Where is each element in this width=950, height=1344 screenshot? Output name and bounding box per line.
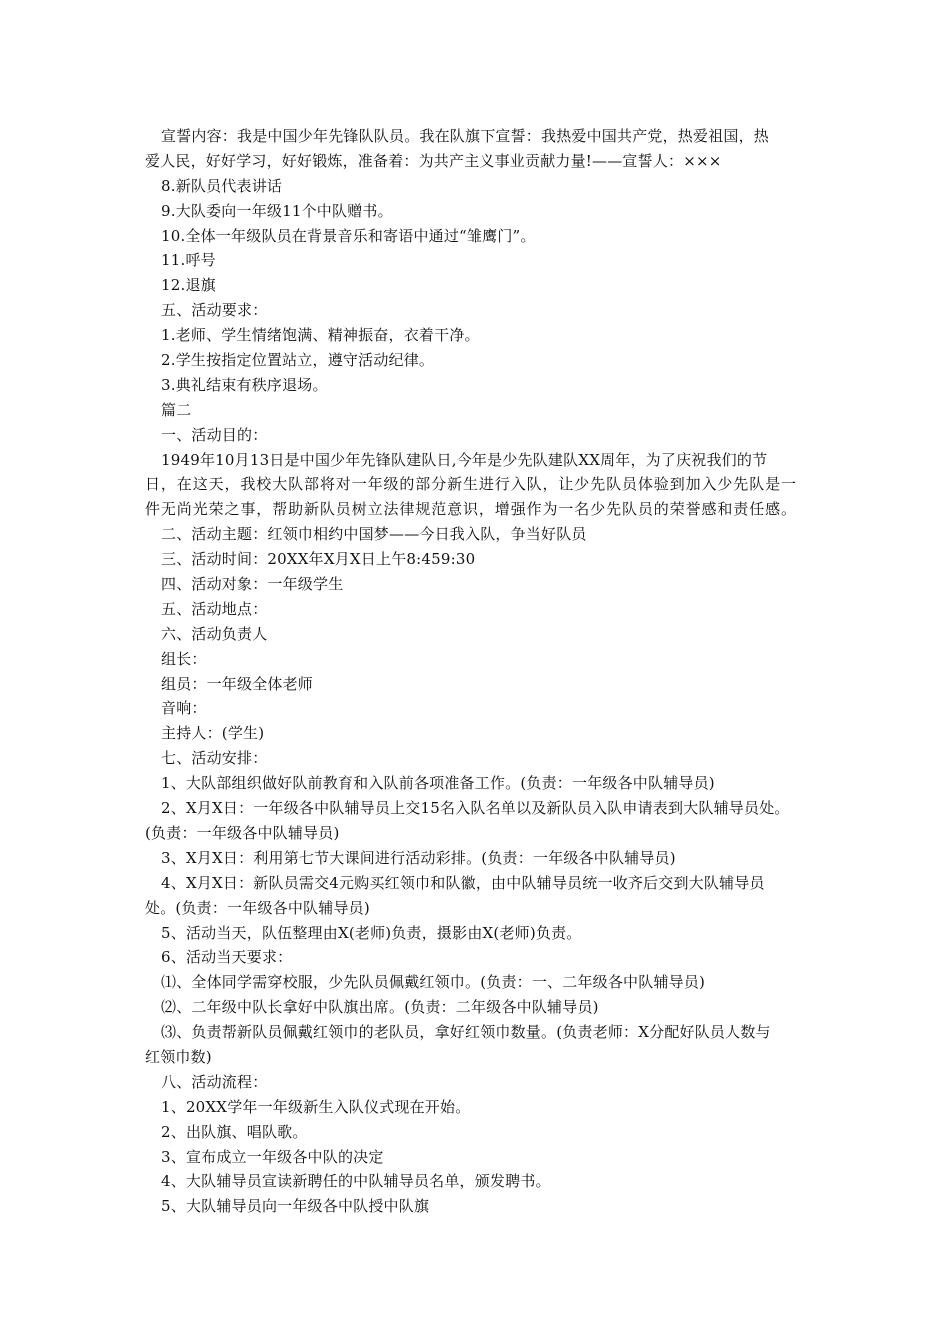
text-line: 4、X月X日：新队员需交4元购买红领巾和队徽，由中队辅导员统一收齐后交到大队辅导员 [161,873,765,892]
text-line: (负责：一年级各中队辅导员) [145,823,340,842]
text-line: 1、20XX学年一年级新生入队仪式现在开始。 [161,1097,471,1116]
text-line: 爱人民，好好学习，好好锻炼，准备着：为共产主义事业贡献力量!——宣誓人：××× [145,151,722,170]
document-page [145,124,825,1219]
text-line: 1949年10月13日是中国少年先锋队建队日,今年是少先队建队XX周年，为了庆祝我们的节 [161,450,768,469]
text-line: ⑶、负责帮新队员佩戴红领巾的老队员，拿好红领巾数量。(负责老师：X分配好队员人数与 [161,1023,771,1042]
text-line: 4、大队辅导员宣读新聘任的中队辅导员名单，颁发聘书。 [161,1172,551,1191]
section-heading: 七、活动安排： [161,749,268,768]
text-line: 处。(负责：一年级各中队辅导员) [145,898,370,917]
text-line: 3.典礼结束有秩序退场。 [161,375,328,394]
part-heading: 篇二 [161,400,192,419]
text-line: 红领巾数) [145,1047,212,1066]
text-line: ⑴、全体同学需穿校服，少先队员佩戴红领巾。(负责：一、二年级各中队辅导员) [161,973,706,992]
text-line: 组员：一年级全体老师 [161,674,314,693]
text-line: 11.呼号 [161,251,216,270]
text-line: 9.大队委向一年级11个中队赠书。 [161,201,393,220]
text-line: 2、X月X日：一年级各中队辅导员上交15名入队名单以及新队员入队申请表到大队辅导员处。 [161,799,790,818]
text-line: 3、宣布成立一年级各中队的决定 [161,1147,384,1166]
text-line: 宣誓内容：我是中国少年先锋队队员。我在队旗下宣誓：我热爱中国共产党，热爱祖国，热 [161,127,770,145]
text-line: 8.新队员代表讲话 [161,176,283,195]
text-line: 10.全体一年级队员在背景音乐和寄语中通过“雏鹰门”。 [161,226,536,245]
text-line: 2.学生按指定位置站立，遵守活动纪律。 [161,351,435,370]
text-line: 1.老师、学生情绪饱满、精神振奋，衣着干净。 [161,326,480,345]
section-heading: 八、活动流程： [161,1072,268,1091]
text-line: 3、X月X日：利用第七节大课间进行活动彩排。(负责：一年级各中队辅导员) [161,848,676,867]
text-line: 5、大队辅导员向一年级各中队授中队旗 [161,1197,430,1216]
section-heading: 五、活动地点： [161,599,268,618]
text-line: 12.退旗 [161,276,216,295]
text-line: 1、大队部组织做好队前教育和入队前各项准备工作。(负责：一年级各中队辅导员) [161,774,715,793]
text-line: 5、活动当天，队伍整理由X(老师)负责，摄影由X(老师)负责。 [161,923,582,942]
section-heading: 六、活动负责人 [161,624,268,643]
section-heading: 五、活动要求： [161,301,268,320]
text-line: 日，在这天，我校大队部将对一年级的部分新生进行入队，让少先队员体验到加入少先队是一 [145,475,797,494]
text-line: 6、活动当天要求： [161,948,293,967]
section-heading: 二、活动主题：红领巾相约中国梦——今日我入队，争当好队员 [161,525,587,544]
section-heading: 三、活动时间：20XX年X月X日上午8:459:30 [161,550,476,569]
text-line: 件无尚光荣之事，帮助新队员树立法律规范意识，增强作为一名少先队员的荣誉感和责任感。 [145,500,797,519]
text-line: 主持人：(学生) [161,724,265,743]
section-heading: 四、活动对象：一年级学生 [161,575,344,594]
text-line: 组长： [161,649,207,668]
text-line: ⑵、二年级中队长拿好中队旗出席。(负责：二年级各中队辅导员) [161,998,599,1017]
section-heading: 一、活动目的： [161,425,268,444]
text-line: 2、出队旗、唱队歌。 [161,1122,308,1141]
text-line: 音响： [161,699,207,718]
